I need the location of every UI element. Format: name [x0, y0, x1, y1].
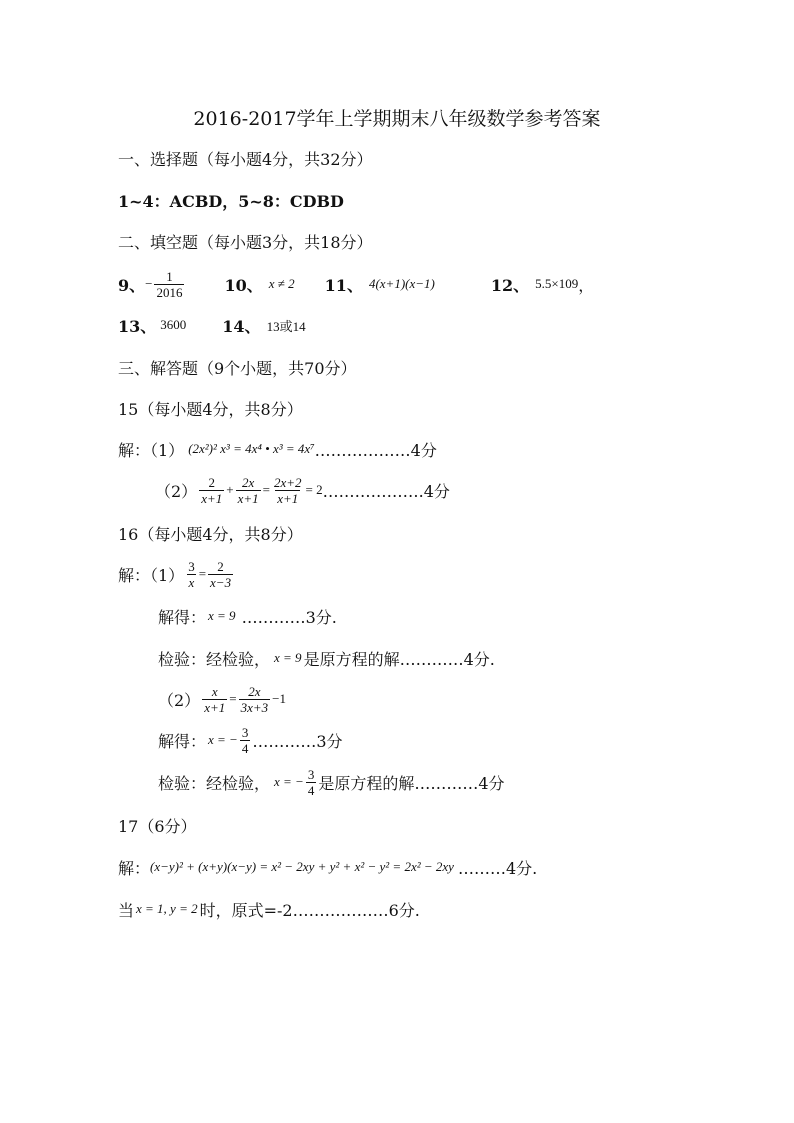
q13-label: 13、	[118, 316, 157, 336]
q16-part2	[158, 679, 286, 719]
q13-exponent: 0	[179, 317, 187, 332]
q16-heading: 16（每小题4分，共8分）	[118, 524, 303, 544]
q17-solution	[118, 847, 537, 887]
q16-p2-check-tail: 是原方程的解…………4分	[318, 773, 505, 793]
q16-p1-solve-expression: x = 9	[208, 608, 236, 623]
q16-p2-check-lhs: x = −	[274, 774, 304, 789]
q16-p2-f1-den: x+1	[204, 699, 226, 715]
q15-p2-f2-num: 2x	[241, 474, 255, 490]
q15-p1-expression: (2x²)² x³ = 4x⁴ • x³ = 4x⁷	[188, 441, 315, 456]
q16-p1-solve-score: …………3分.	[241, 607, 337, 627]
q12-answer: 5.5×10	[535, 276, 572, 291]
q16-p2-f1-num: x	[211, 683, 218, 699]
q16-p2-solve-fraction	[240, 725, 251, 756]
q15-p2-fraction2	[236, 475, 261, 506]
q16-p1-solve-label: 解得：	[158, 607, 207, 627]
q16-p2-check-num: 3	[307, 766, 315, 782]
q16-p2-solve-score: …………3分	[252, 731, 343, 751]
q16-p2-solve-num: 3	[241, 724, 249, 740]
q15-p2-equals: =	[262, 482, 270, 497]
q15-p2-prefix: （2）	[155, 481, 198, 501]
q16-p1-f2-den: x−3	[210, 574, 232, 590]
q16-p1-f1-den: x	[188, 574, 195, 590]
q16-p1-f1-num: 3	[188, 558, 195, 574]
q16-p1-fraction2	[208, 559, 233, 590]
page-title: 2016-2017学年上学期期末八年级数学参考答案	[193, 108, 601, 130]
section1-answers: 1~4：ACBD，5~8：CDBD	[118, 191, 344, 211]
q14-label: 14、	[222, 316, 261, 336]
q17-evaluation-tail: 时，原式=-2………………6分.	[199, 900, 420, 920]
q15-p2-f3-num: 2x+2	[273, 474, 302, 490]
q16-p2-solve-label: 解得：	[158, 731, 207, 751]
q15-p1-prefix: 解：（1）	[118, 440, 185, 460]
q16-p2-solve-den: 4	[241, 740, 249, 756]
q15-p2-score: ……………….4分	[322, 481, 450, 501]
q16-p2-f2-den: 3x+3	[240, 699, 269, 715]
q17-solution-score: ………4分.	[457, 858, 538, 878]
q16-p2-check	[158, 762, 505, 802]
q11-answer: 4(x+1)(x−1)	[368, 276, 435, 291]
q16-p2-f2-num: 2x	[248, 683, 261, 699]
q16-part1	[118, 554, 235, 594]
q15-p2-plus: +	[226, 482, 234, 497]
q12-exponent: 9	[571, 276, 579, 291]
q14-answer: 13或14	[266, 318, 306, 334]
q15-p2-fraction3	[272, 475, 304, 506]
q16-p2-solve	[158, 720, 343, 760]
q15-p2-f1-den: x+1	[201, 490, 223, 506]
q15-p2-result: = 2	[305, 482, 323, 497]
q12-label: 12、	[490, 275, 530, 295]
section3-heading: 三、解答题（9个小题，共70分）	[118, 358, 357, 378]
q17-solution-expression: (x−y)² + (x+y)(x−y) = x² − 2xy + y² + x² − y² = 2x² − 2xy	[150, 859, 454, 874]
q16-p1-equals: =	[198, 566, 207, 581]
q16-p2-check-den: 4	[307, 782, 315, 798]
q16-p1-f2-num: 2	[217, 558, 224, 574]
q13-answer: 360	[160, 317, 180, 332]
q9-label: 9、	[118, 275, 146, 295]
q17-evaluation-prefix: 当	[118, 900, 135, 920]
section2-heading: 二、填空题（每小题3分，共18分）	[118, 232, 373, 252]
q15-p2-fraction1	[199, 475, 224, 506]
q16-p1-check-label: 检验：经检验，	[158, 649, 271, 669]
q15-p2-f1-num: 2	[208, 474, 215, 490]
q16-p2-tail: −1	[272, 691, 286, 706]
q9-sign: −	[145, 276, 153, 291]
q10-label: 10、	[224, 275, 263, 295]
section2-row2	[118, 305, 306, 345]
q17-heading: 17（6分）	[118, 816, 197, 836]
q16-p1-solve	[158, 596, 337, 636]
q15-p1-score: ………………4分	[314, 440, 437, 460]
section2-row1	[118, 264, 594, 304]
q17-solution-prefix: 解：	[118, 858, 151, 878]
q15-part2	[155, 470, 450, 510]
q16-p2-fraction2	[239, 684, 271, 715]
q11-label: 11、	[324, 275, 363, 295]
q12-tail: ，	[578, 275, 595, 295]
q16-p1-check-tail: 是原方程的解…………4分.	[303, 649, 495, 669]
q15-p2-f2-den: x+1	[237, 490, 259, 506]
q16-p2-check-fraction	[306, 767, 317, 798]
q9-denominator: 2016	[156, 284, 183, 300]
q9-fraction	[154, 269, 184, 300]
q16-p1-check	[158, 638, 495, 678]
q16-p2-equals: =	[229, 691, 237, 706]
q17-evaluation	[118, 889, 420, 929]
q16-p1-check-expression: x = 9	[274, 650, 302, 665]
q16-p2-fraction1	[202, 684, 227, 715]
q15-heading: 15（每小题4分，共8分）	[118, 399, 303, 419]
q16-p2-check-label: 检验：经检验，	[158, 773, 271, 793]
q17-evaluation-expression: x = 1, y = 2	[136, 901, 198, 916]
q15-p2-f3-den: x+1	[277, 490, 299, 506]
q16-p1-prefix: 解：（1）	[118, 565, 185, 585]
q16-p1-fraction1	[186, 559, 197, 590]
q10-answer: x ≠ 2	[268, 276, 295, 291]
section1-heading: 一、选择题（每小题4分，共32分）	[118, 149, 373, 169]
q15-part1	[118, 429, 437, 469]
q16-p2-prefix: （2）	[158, 690, 201, 710]
q16-p2-solve-lhs: x = −	[208, 732, 238, 747]
q9-numerator: 1	[166, 268, 173, 284]
